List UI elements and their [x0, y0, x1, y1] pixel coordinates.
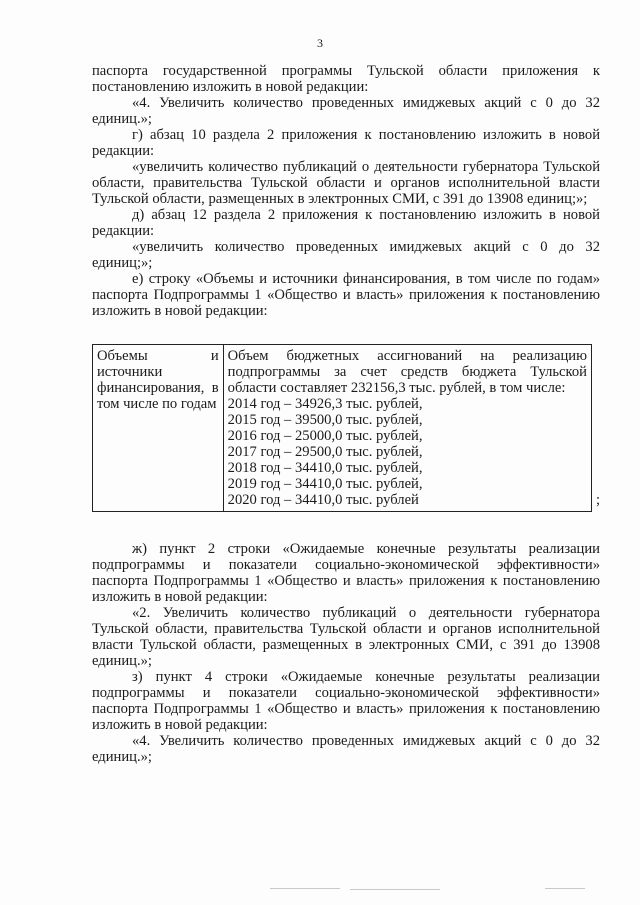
page-number: 3 — [317, 36, 323, 50]
paragraph-continuation: паспорта государственной программы Тульской области приложения к постановлению изложить в новой редакции: — [92, 63, 600, 95]
scan-artifact — [350, 889, 440, 890]
paragraph-item-z: з) пункт 4 строки «Ожидаемые конечные результаты реализации подпрограммы и показатели социально-экономической эффективности» паспорта Подпрограммы 1 «Общество и власть» приложения к постановлению изложить в новой редакции: — [92, 669, 600, 733]
financing-summary: Объем бюджетных ассигнований на реализацию подпрограммы за счет средств бюджета Тульской области составляет 232156,3 тыс. рублей, в том числе: — [227, 348, 587, 396]
table-row — [93, 345, 592, 512]
year-amount-2017: 2017 год – 29500,0 тыс. рублей, — [227, 444, 423, 460]
year-amount-2014: 2014 год – 34926,3 тыс. рублей, — [227, 396, 423, 412]
financing-label: Объемы и источники финансирования, в том числе по годам — [97, 348, 219, 412]
year-amount-2019: 2019 год – 34410,0 тыс. рублей, — [227, 476, 423, 492]
paragraph-quote-publications: «увеличить количество публикаций о деятельности губернатора Тульской области, правительства Тульской области и органов исполнительной власти Тульской области, размещенных в электронных СМИ, с 391 до 13908 единиц;»; — [92, 159, 600, 207]
financing-table-wrapper — [92, 344, 600, 512]
table-trailing-semicolon: ; — [595, 492, 600, 508]
year-amount-2018: 2018 год – 34410,0 тыс. рублей, — [227, 460, 423, 476]
paragraph-item-g: г) абзац 10 раздела 2 приложения к постановлению изложить в новой редакции: — [92, 127, 600, 159]
year-amount-2016: 2016 год – 25000,0 тыс. рублей, — [227, 428, 423, 444]
year-amount-2020: 2020 год – 34410,0 тыс. рублей — [227, 492, 419, 508]
table-cell-amounts — [223, 345, 591, 512]
paragraph-item-e: е) строку «Объемы и источники финансирования, в том числе по годам» паспорта Подпрограммы 1 «Общество и власть» приложения к постановлению изложить в новой редакции: — [92, 271, 600, 319]
paragraph-item-zh: ж) пункт 2 строки «Ожидаемые конечные результаты реализации подпрограммы и показатели социально-экономической эффективности» паспорта Подпрограммы 1 «Общество и власть» приложения к постановлению изложить в новой редакции: — [92, 541, 600, 605]
scan-artifact — [545, 888, 585, 889]
financing-table — [92, 344, 592, 512]
paragraph-item-d: д) абзац 12 раздела 2 приложения к постановлению изложить в новой редакции: — [92, 207, 600, 239]
paragraph-quote-item-2: «2. Увеличить количество публикаций о деятельности губернатора Тульской области, правительства Тульской области и органов исполнительной власти Тульской области, размещенных в электронных СМИ, с 391 до 13908 единиц.»; — [92, 605, 600, 669]
paragraph-quote-item-4: «4. Увеличить количество проведенных имиджевых акций с 0 до 32 единиц.»; — [92, 95, 600, 127]
document-body — [92, 63, 600, 765]
paragraph-quote-actions: «увеличить количество проведенных имиджевых акций с 0 до 32 единиц;»; — [92, 239, 600, 271]
year-amount-2015: 2015 год – 39500,0 тыс. рублей, — [227, 412, 423, 428]
scan-artifact — [270, 888, 340, 889]
table-cell-label — [93, 345, 224, 512]
paragraph-quote-item-4-final: «4. Увеличить количество проведенных имиджевых акций с 0 до 32 единиц.»; — [92, 733, 600, 765]
